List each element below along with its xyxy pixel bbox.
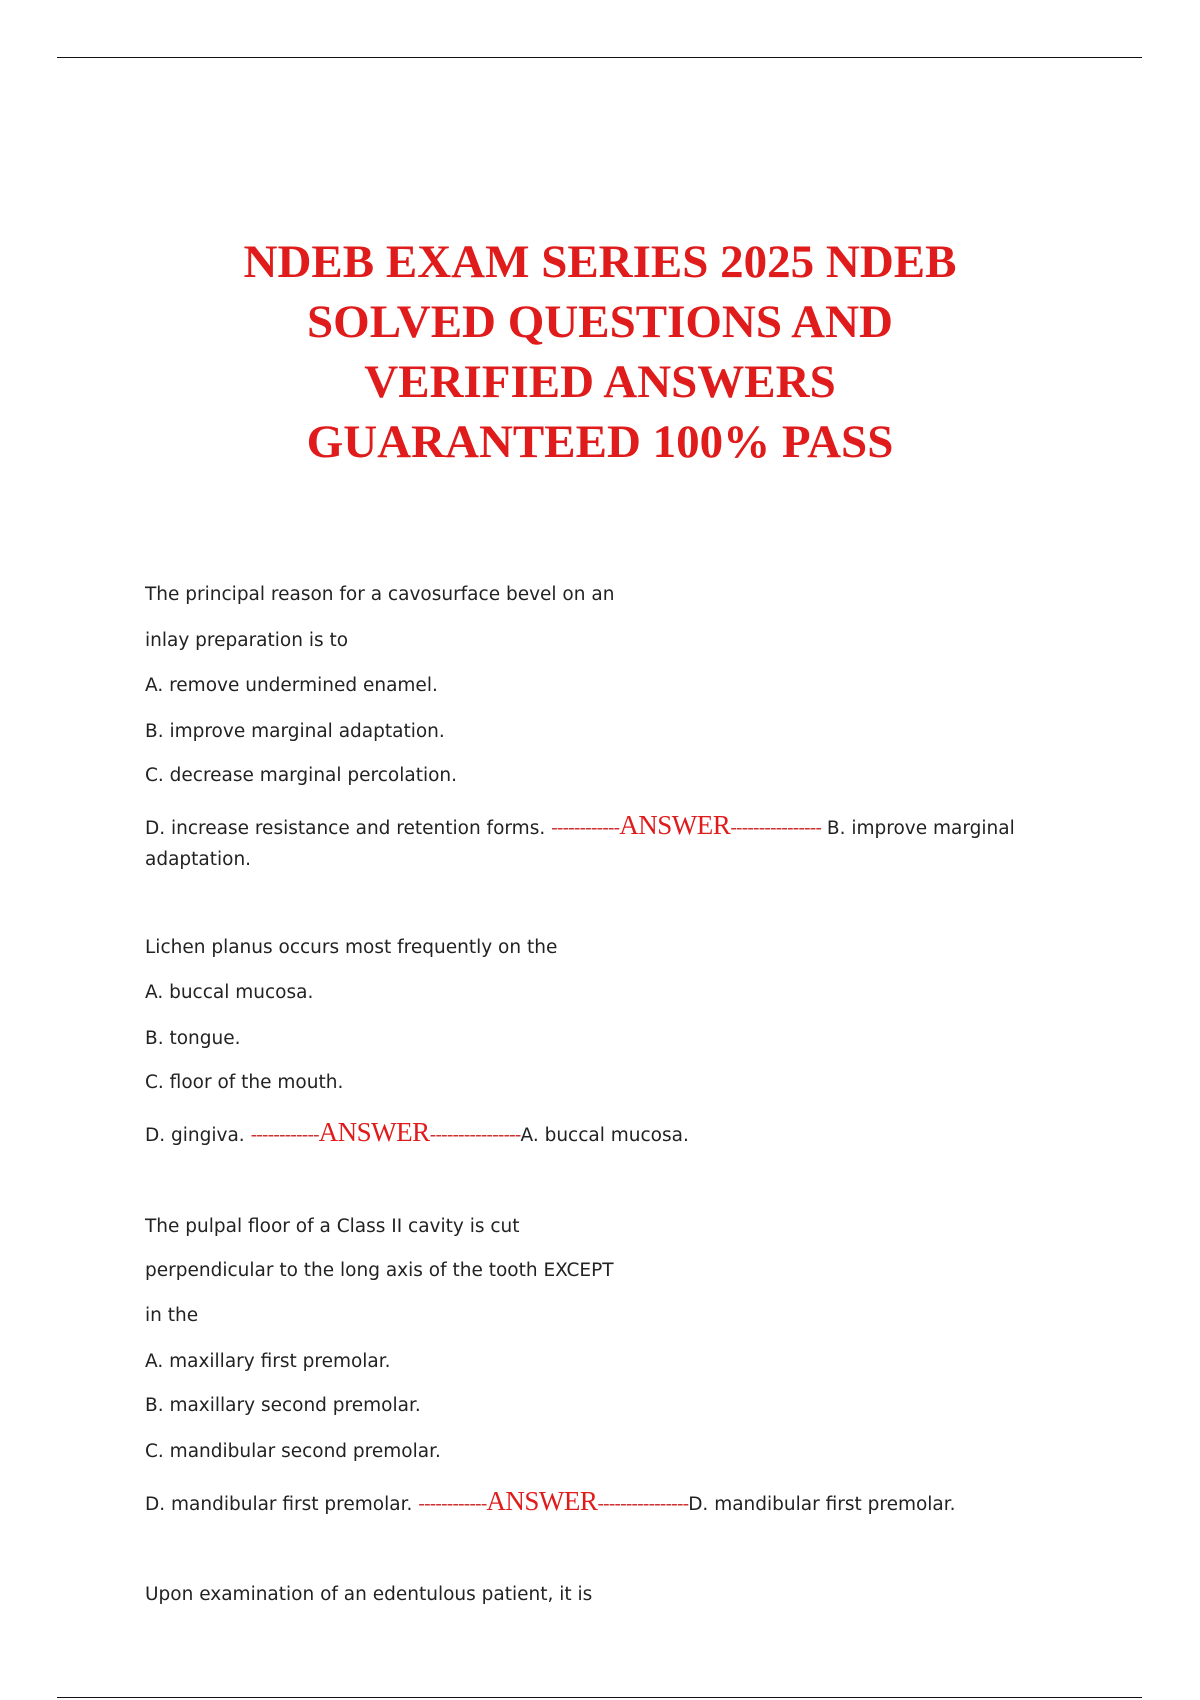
question-stem: Upon examination of an edentulous patient, it is — [145, 1584, 593, 1605]
title-line: SOLVED QUESTIONS AND — [307, 296, 893, 348]
question-stem: perpendicular to the long axis of the tooth EXCEPT — [145, 1260, 614, 1281]
option-c: C. floor of the mouth. — [145, 1072, 344, 1093]
question-stem: in the — [145, 1305, 199, 1326]
answer-label: ANSWER — [619, 810, 731, 840]
answer-line — [145, 1117, 1045, 1151]
question-stem: inlay preparation is to — [145, 630, 349, 651]
bottom-rule — [57, 1697, 1142, 1698]
answer-separator: ------------ — [250, 1125, 319, 1146]
option-a: A. remove undermined enamel. — [145, 675, 438, 696]
option-d: D. increase resistance and retention forms. — [145, 818, 546, 839]
option-b: B. maxillary second premolar. — [145, 1395, 421, 1416]
answer-text: B. improve marginal adaptation. — [145, 818, 1015, 870]
answer-line — [145, 1486, 1045, 1520]
document-title — [150, 232, 1050, 472]
title-line: VERIFIED ANSWERS — [364, 356, 836, 408]
answer-label: ANSWER — [318, 1117, 430, 1147]
answer-line — [145, 810, 1045, 875]
title-line: NDEB EXAM SERIES 2025 NDEB — [243, 236, 957, 288]
answer-separator: ---------------- — [429, 1125, 521, 1146]
option-c: C. mandibular second premolar. — [145, 1441, 441, 1462]
answer-text: A. buccal mucosa. — [520, 1125, 689, 1146]
answer-text: D. mandibular first premolar. — [688, 1494, 956, 1515]
option-a: A. maxillary first premolar. — [145, 1351, 391, 1372]
top-rule — [57, 57, 1142, 58]
option-d: D. gingiva. — [145, 1125, 245, 1146]
title-line: GUARANTEED 100% PASS — [306, 416, 894, 468]
option-b: B. improve marginal adaptation. — [145, 721, 445, 742]
question-stem: The pulpal floor of a Class II cavity is cut — [145, 1216, 520, 1237]
option-c: C. decrease marginal percolation. — [145, 765, 458, 786]
answer-separator: ---------------- — [597, 1494, 689, 1515]
option-a: A. buccal mucosa. — [145, 982, 314, 1003]
question-stem: The principal reason for a cavosurface bevel on an — [145, 584, 615, 605]
answer-separator: ---------------- — [730, 818, 822, 839]
option-d: D. mandibular first premolar. — [145, 1494, 413, 1515]
answer-separator: ------------ — [551, 818, 620, 839]
answer-label: ANSWER — [486, 1486, 598, 1516]
answer-separator: ------------ — [418, 1494, 487, 1515]
question-stem: Lichen planus occurs most frequently on the — [145, 937, 558, 958]
option-b: B. tongue. — [145, 1028, 241, 1049]
